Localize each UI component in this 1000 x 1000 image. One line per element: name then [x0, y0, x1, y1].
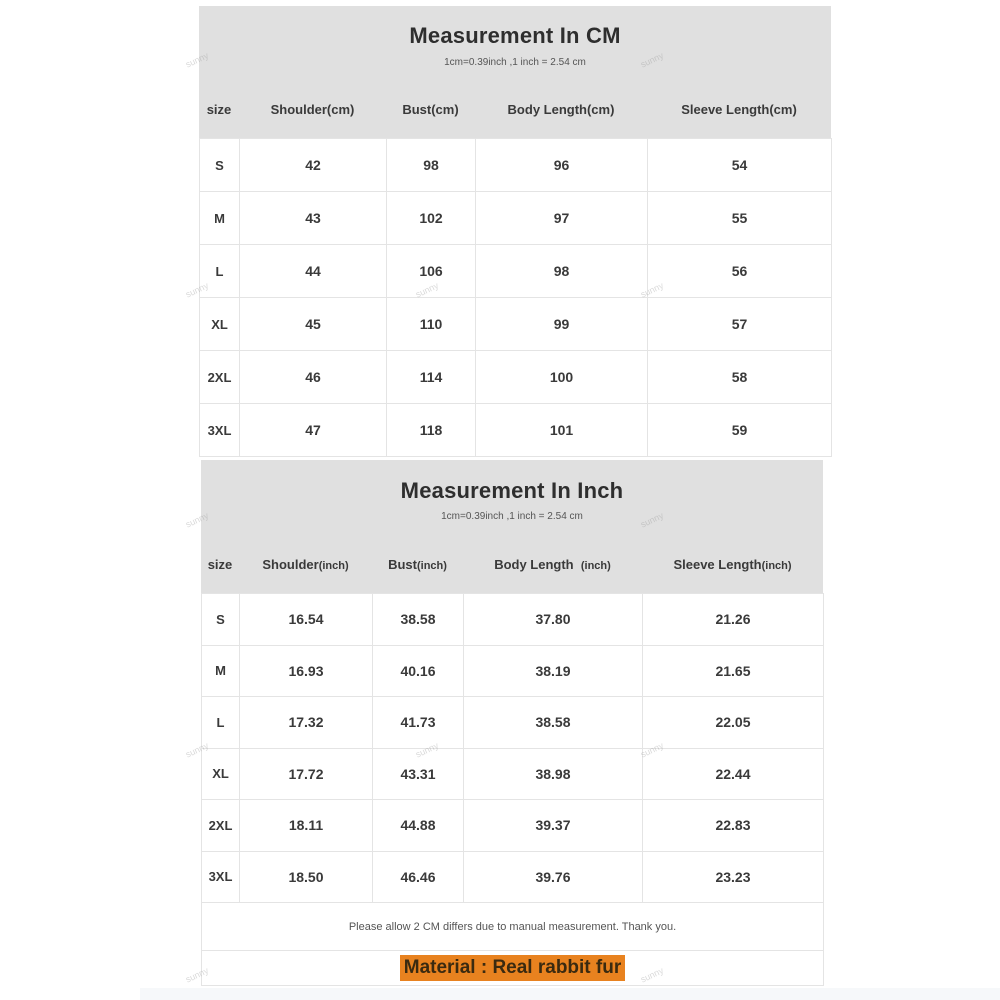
watermark: sunny — [184, 510, 211, 530]
body-length-cell: 100 — [476, 351, 648, 404]
col-header-bust-label: Bust — [388, 557, 417, 572]
shoulder-cell: 17.32 — [240, 697, 373, 749]
size-cell: M — [202, 645, 240, 697]
bust-cell: 41.73 — [373, 697, 464, 749]
bust-cell: 102 — [387, 192, 476, 245]
col-header-shoulder: Shoulder(cm) — [270, 102, 355, 117]
table-row — [200, 245, 832, 298]
watermark: sunny — [639, 740, 666, 760]
measurement-note: Please allow 2 CM differs due to manual measurement. Thank you. — [202, 903, 824, 951]
shoulder-cell: 43 — [240, 192, 387, 245]
body-length-cell: 38.19 — [464, 645, 643, 697]
size-cell: XL — [202, 748, 240, 800]
watermark: sunny — [639, 510, 666, 530]
size-cell: S — [200, 139, 240, 192]
col-header-size: size — [206, 102, 232, 117]
col-header-shoulder — [239, 557, 372, 572]
sleeve-length-cell: 21.26 — [643, 594, 824, 646]
inch-chart-conversion-note: 1cm=0.39inch ,1 inch = 2.54 cm — [441, 511, 583, 522]
sleeve-length-cell: 57 — [648, 298, 832, 351]
shoulder-cell: 45 — [240, 298, 387, 351]
watermark: sunny — [184, 965, 211, 985]
material-label: Material : Real rabbit fur — [400, 955, 626, 981]
inch-chart-title: Measurement In Inch — [400, 478, 624, 503]
col-header-bust — [372, 557, 463, 572]
body-length-cell: 97 — [476, 192, 648, 245]
col-header-size-label: size — [207, 557, 233, 572]
inch-column-headers — [201, 557, 823, 572]
bust-cell: 38.58 — [373, 594, 464, 646]
body-length-cell: 39.76 — [464, 851, 643, 903]
table-row — [202, 645, 824, 697]
shoulder-cell: 18.50 — [240, 851, 373, 903]
table-row — [200, 404, 832, 457]
cm-column-headers — [199, 102, 831, 117]
table-row — [202, 851, 824, 903]
col-header-sleeve-length: Sleeve Length(cm) — [681, 102, 797, 117]
watermark: sunny — [639, 965, 666, 985]
col-header-shoulder-unit: (inch) — [318, 560, 349, 572]
sleeve-length-cell: 55 — [648, 192, 832, 245]
size-cell: 2XL — [202, 800, 240, 852]
bust-cell: 43.31 — [373, 748, 464, 800]
size-cell: M — [200, 192, 240, 245]
table-row — [200, 351, 832, 404]
shoulder-cell: 16.54 — [240, 594, 373, 646]
sleeve-length-cell: 22.05 — [643, 697, 824, 749]
body-length-cell: 38.58 — [464, 697, 643, 749]
size-cell: XL — [200, 298, 240, 351]
bust-cell: 46.46 — [373, 851, 464, 903]
inch-size-chart — [201, 460, 823, 986]
bust-cell: 114 — [387, 351, 476, 404]
watermark: sunny — [639, 50, 666, 70]
col-header-sleeve-length-label: Sleeve Length — [673, 557, 762, 572]
bust-cell: 40.16 — [373, 645, 464, 697]
bottom-edge — [140, 988, 1000, 1000]
col-header-sleeve-length — [642, 557, 823, 572]
table-row — [202, 594, 824, 646]
shoulder-cell: 44 — [240, 245, 387, 298]
sleeve-length-cell: 54 — [648, 139, 832, 192]
inch-table-body — [201, 593, 824, 986]
col-header-sleeve-length-unit: (inch) — [761, 560, 792, 572]
sleeve-length-cell: 21.65 — [643, 645, 824, 697]
bust-cell: 110 — [387, 298, 476, 351]
size-cell: L — [200, 245, 240, 298]
cm-chart-conversion-note: 1cm=0.39inch ,1 inch = 2.54 cm — [444, 57, 586, 68]
size-cell: 2XL — [200, 351, 240, 404]
body-length-cell: 39.37 — [464, 800, 643, 852]
sleeve-length-cell: 22.83 — [643, 800, 824, 852]
shoulder-cell: 46 — [240, 351, 387, 404]
col-header-body-length: Body Length(cm) — [507, 102, 615, 117]
watermark: sunny — [184, 280, 211, 300]
material-row — [202, 951, 824, 986]
bust-cell: 106 — [387, 245, 476, 298]
table-row — [200, 139, 832, 192]
watermark: sunny — [414, 740, 441, 760]
shoulder-cell: 16.93 — [240, 645, 373, 697]
col-header-bust: Bust(cm) — [402, 102, 459, 117]
col-header-bust-unit: (inch) — [416, 560, 447, 572]
sleeve-length-cell: 59 — [648, 404, 832, 457]
table-row — [200, 298, 832, 351]
body-length-cell: 38.98 — [464, 748, 643, 800]
body-length-cell: 101 — [476, 404, 648, 457]
table-row — [202, 697, 824, 749]
body-length-cell: 37.80 — [464, 594, 643, 646]
shoulder-cell: 17.72 — [240, 748, 373, 800]
body-length-cell: 99 — [476, 298, 648, 351]
sleeve-length-cell: 23.23 — [643, 851, 824, 903]
watermark: sunny — [184, 50, 211, 70]
body-length-cell: 96 — [476, 139, 648, 192]
watermark: sunny — [184, 740, 211, 760]
size-cell: L — [202, 697, 240, 749]
measurement-note-row — [202, 903, 824, 951]
col-header-shoulder-label: Shoulder — [262, 557, 319, 572]
cm-size-chart — [199, 6, 831, 452]
sleeve-length-cell: 56 — [648, 245, 832, 298]
size-cell: 3XL — [200, 404, 240, 457]
col-header-body-length-label: Body Length — [494, 557, 581, 572]
shoulder-cell: 47 — [240, 404, 387, 457]
watermark: sunny — [639, 280, 666, 300]
material-cell — [202, 951, 824, 986]
col-header-body-length — [463, 557, 642, 572]
bust-cell: 44.88 — [373, 800, 464, 852]
sleeve-length-cell: 58 — [648, 351, 832, 404]
cm-table-body — [199, 138, 832, 457]
size-cell: 3XL — [202, 851, 240, 903]
bust-cell: 118 — [387, 404, 476, 457]
table-row — [202, 748, 824, 800]
size-cell: S — [202, 594, 240, 646]
watermark: sunny — [414, 280, 441, 300]
shoulder-cell: 18.11 — [240, 800, 373, 852]
shoulder-cell: 42 — [240, 139, 387, 192]
body-length-cell: 98 — [476, 245, 648, 298]
sleeve-length-cell: 22.44 — [643, 748, 824, 800]
bust-cell: 98 — [387, 139, 476, 192]
table-row — [202, 800, 824, 852]
col-header-size — [201, 557, 239, 572]
cm-chart-title: Measurement In CM — [409, 23, 621, 48]
cm-chart-header — [199, 6, 831, 138]
col-header-body-length-unit: (inch) — [580, 560, 611, 572]
table-row — [200, 192, 832, 245]
inch-chart-header — [201, 460, 823, 593]
